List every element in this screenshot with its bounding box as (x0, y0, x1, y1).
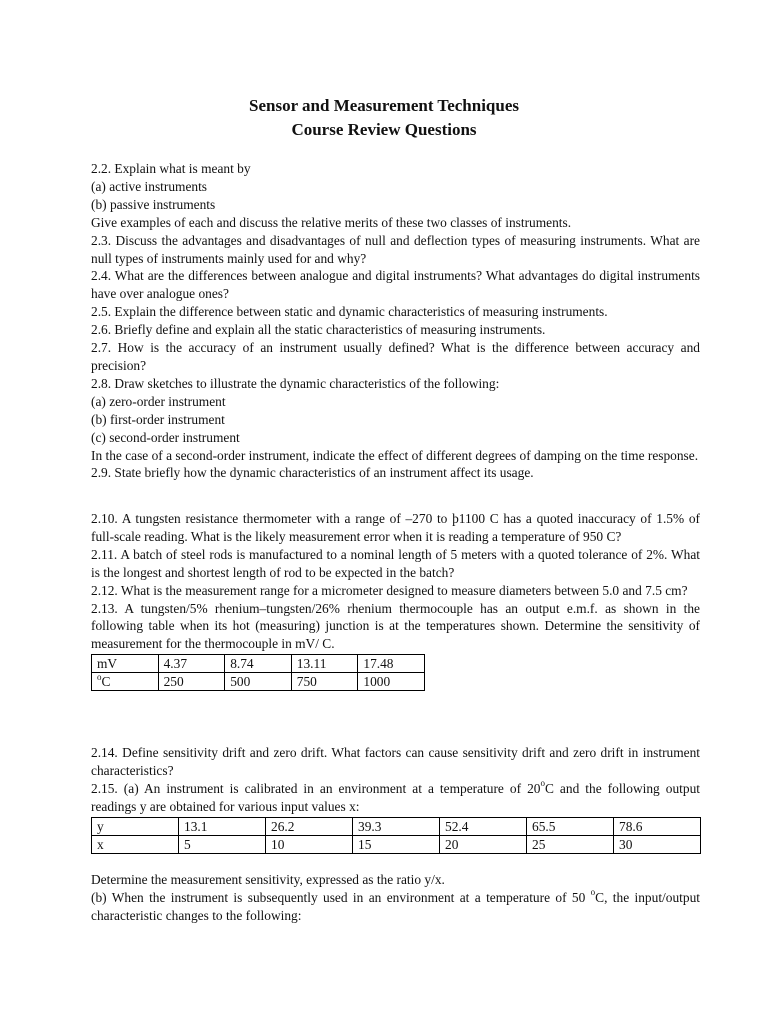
question-line: Give examples of each and discuss the relative merits of these two classes of instruments. (91, 214, 572, 230)
table-header-cell: y (92, 817, 179, 835)
question-line: 2.9. State briefly how the dynamic characteristics of an instrument affect its usage. (91, 465, 534, 481)
table-cell: 13.1 (179, 817, 266, 835)
question-line: In the case of a second-order instrument, indicate the effect of different degrees of damping on the time response. (91, 447, 699, 463)
degree-superscript: o (540, 778, 545, 789)
table-cell: 15 (353, 835, 440, 853)
table-cell: 13.11 (291, 655, 358, 673)
table-cell: 25 (527, 835, 614, 853)
page-title: Sensor and Measurement Techniques (249, 96, 519, 115)
question-line: 2.11. A batch of steel rods is manufactured to a nominal length of 5 meters with a quoted tolerance of 2%. What is the longest and shortest length of rod to be expected in the batch? (91, 546, 700, 580)
table-cell: 52.4 (440, 817, 527, 835)
table-cell: 65.5 (527, 817, 614, 835)
question-text: C, the input/output characteristic changes to the following: (91, 889, 700, 923)
table-row (92, 655, 425, 673)
question-line: 2.4. What are the differences between analogue and digital instruments? What advantages do digital instruments have over analogue ones? (91, 268, 700, 302)
question-line: 2.5. Explain the difference between static and dynamic characteristics of measuring instruments. (91, 304, 608, 320)
questions-block-4 (91, 871, 700, 925)
question-line: Determine the measurement sensitivity, expressed as the ratio y/x. (91, 872, 445, 887)
table-cell: 39.3 (353, 817, 440, 835)
question-line: (b) passive instruments (91, 196, 216, 212)
table-header-cell: x (92, 835, 179, 853)
table-cell: 500 (225, 673, 292, 691)
questions-block-3 (91, 744, 700, 854)
question-line: 2.13. A tungsten/5% rhenium–tungsten/26% rhenium thermocouple has an output e.m.f. as shown in the following table when its hot (measuring) junction is at the temperatures shown. Determine the sensitivity of measurement for the thermocouple in mV/ C. (91, 600, 700, 652)
questions-block-1 (91, 160, 700, 482)
question-line: 2.3. Discuss the advantages and disadvantages of null and deflection types of measuring instruments. What are null types of instruments mainly used for and why? (91, 232, 700, 266)
table-header-cell (92, 673, 159, 691)
question-text: 2.15. (a) An instrument is calibrated in an environment at a temperature of 20 (91, 780, 541, 796)
question-line: 2.10. A tungsten resistance thermometer with a range of –270 to þ1100 C has a quoted inaccuracy of 1.5% of full-scale reading. What is the likely measurement error when it is reading a temperature of 950 C? (91, 511, 700, 544)
table-cell: 26.2 (266, 817, 353, 835)
table-cell: 750 (291, 673, 358, 691)
calibration-table (91, 817, 701, 854)
table-cell: 4.37 (158, 655, 225, 673)
table-cell: 20 (440, 835, 527, 853)
question-line: (a) active instruments (91, 178, 208, 194)
page-subtitle: Course Review Questions (291, 120, 477, 139)
unit-label: C (101, 674, 111, 690)
table-header-cell: mV (92, 655, 159, 673)
table-row (92, 673, 425, 691)
question-line: 2.12. What is the measurement range for a micrometer designed to measure diameters between 5.0 and 7.5 cm? (91, 582, 688, 598)
thermocouple-table (91, 654, 425, 691)
table-cell: 10 (266, 835, 353, 853)
question-line: 2.14. Define sensitivity drift and zero drift. What factors can cause sensitivity drift and zero drift in instrument characteristics? (91, 745, 700, 778)
questions-block-2 (91, 510, 700, 691)
question-line: 2.2. Explain what is meant by (91, 161, 251, 176)
question-line: 2.7. How is the accuracy of an instrument usually defined? What is the difference between accuracy and precision? (91, 340, 700, 373)
table-cell: 8.74 (225, 655, 292, 673)
degree-superscript: o (97, 671, 102, 682)
question-line (91, 780, 700, 816)
table-cell: 78.6 (614, 817, 701, 835)
question-text: C and the following output readings y are obtained for various input values x: (91, 780, 701, 814)
question-line: (c) second-order instrument (91, 429, 240, 445)
question-line: (b) first-order instrument (91, 411, 225, 427)
table-cell: 5 (179, 835, 266, 853)
question-line: (a) zero-order instrument (91, 393, 226, 409)
degree-superscript: o (590, 887, 596, 898)
question-line: 2.8. Draw sketches to illustrate the dynamic characteristics of the following: (91, 375, 500, 391)
table-row (92, 817, 701, 835)
table-cell: 1000 (358, 673, 425, 691)
table-row (92, 835, 701, 853)
question-line (91, 889, 700, 925)
table-cell: 17.48 (358, 655, 425, 673)
question-text: (b) When the instrument is subsequently used in an environment at a temperature of 50 (91, 889, 591, 905)
question-line: 2.6. Briefly define and explain all the static characteristics of measuring instruments. (91, 322, 546, 338)
table-cell: 30 (614, 835, 701, 853)
table-cell: 250 (158, 673, 225, 691)
